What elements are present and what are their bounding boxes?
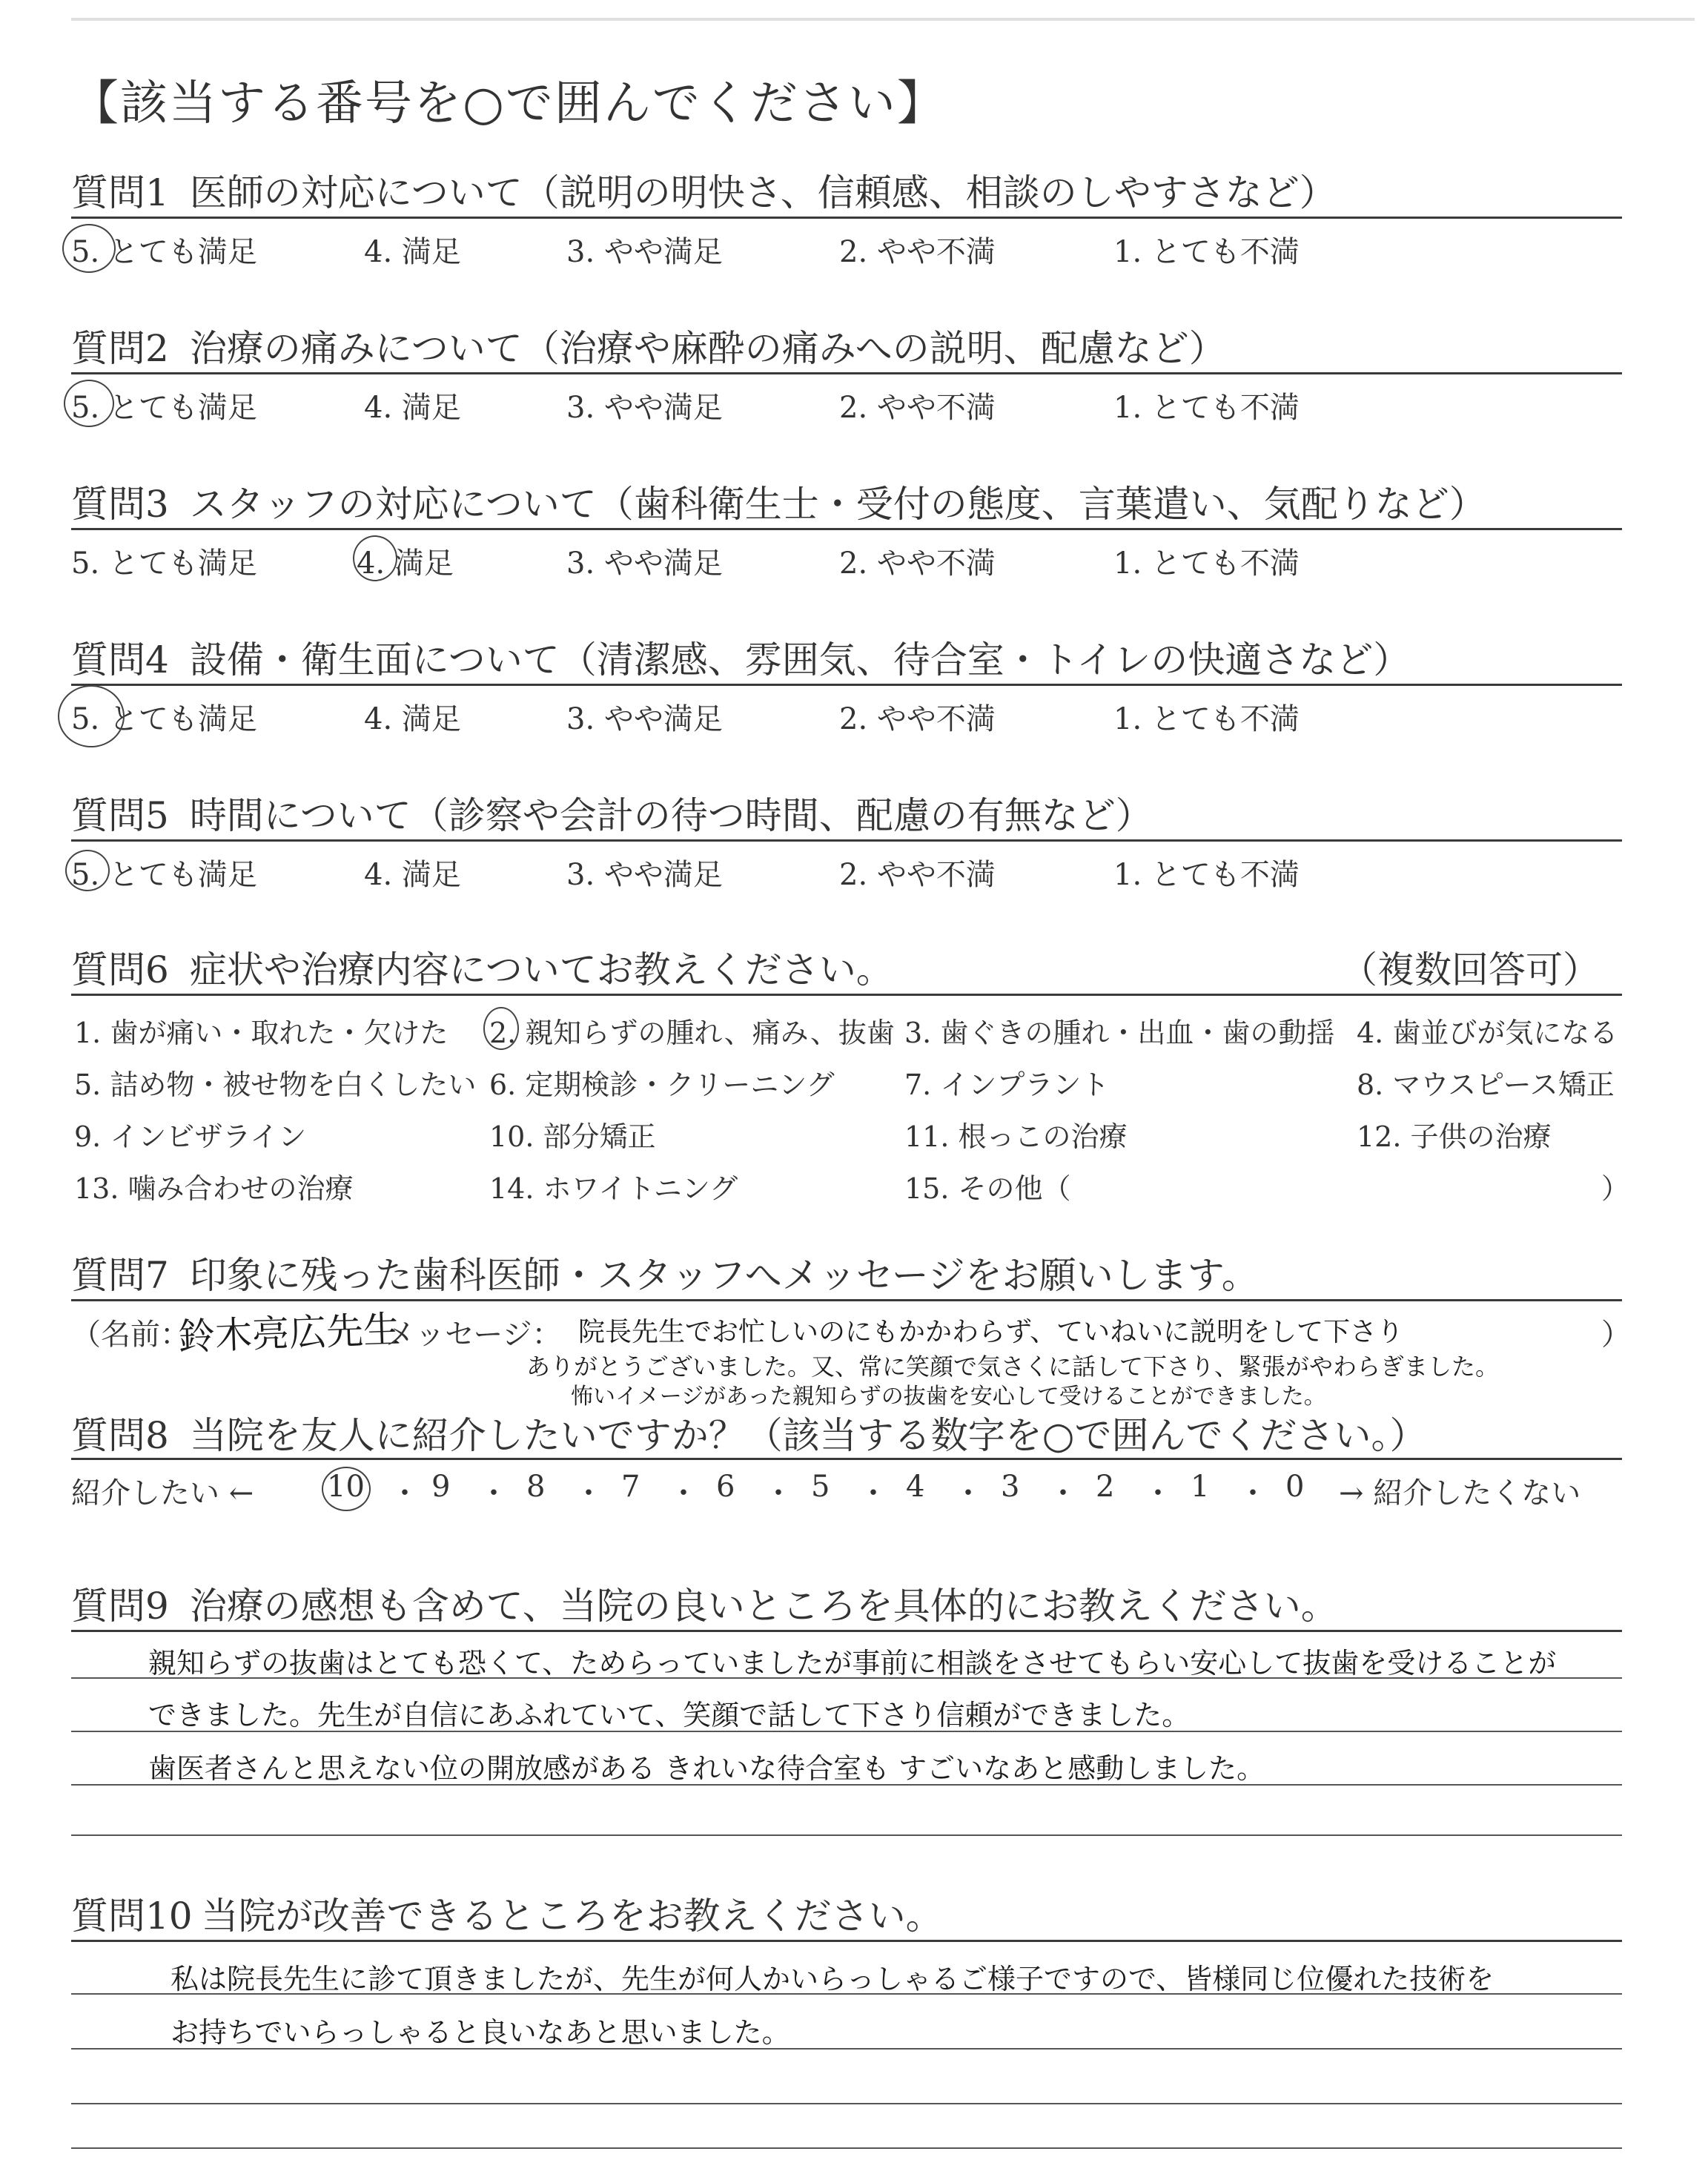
question-9-title (71, 1576, 1338, 1630)
scale-9[interactable]: 9 (431, 1470, 451, 1504)
scale-separator: ・ (1238, 1476, 1268, 1510)
question-8-rule (71, 1458, 1622, 1460)
question-number: 質問3 (71, 483, 169, 526)
scale-7[interactable]: 7 (621, 1470, 640, 1504)
selection-circle (58, 685, 125, 747)
option-4[interactable]: 4. 満足 (364, 702, 461, 736)
recommend-scale (71, 1470, 1622, 1514)
question-text: 時間について（診察や会計の待つ時間、配慮の有無など） (189, 794, 1153, 837)
message-close-paren: ） (1601, 1318, 1631, 1352)
option-1[interactable]: 1. とても不満 (1113, 235, 1300, 269)
question-6-rule (71, 994, 1622, 996)
scale-separator: ・ (953, 1476, 983, 1510)
question-text: 当院が改善できるところをお教えください。 (201, 1895, 943, 1938)
option-6-10[interactable]: 10. 部分矯正 (489, 1120, 656, 1153)
scale-1[interactable]: 1 (1191, 1470, 1210, 1504)
question-text: 当院を友人に紹介したいですか？（該当する数字を○で囲んでください。） (189, 1414, 1427, 1457)
option-1[interactable]: 1. とても不満 (1113, 391, 1300, 425)
q9-answer-line-1 (71, 1630, 1622, 1632)
q10-answer-text-1: 私は院長先生に診て頂きましたが、先生が何人かいらっしゃるご様子ですので、皆様同じ位優れた技術を (171, 1963, 1494, 1995)
q9-answer-line-5 (71, 1834, 1622, 1836)
question-number: 質問6 (71, 948, 169, 991)
question-4-options (71, 696, 1622, 737)
option-6-4[interactable]: 4. 歯並びが気になる (1357, 1017, 1618, 1049)
scale-separator: ・ (574, 1476, 603, 1510)
scale-right-label: → 紹介したくない (1339, 1476, 1581, 1510)
option-3[interactable]: 3. やや満足 (566, 546, 723, 581)
question-3-title (71, 475, 1486, 528)
option-5[interactable]: 5. とても満足 (71, 546, 257, 581)
option-6-8[interactable]: 8. マウスピース矯正 (1357, 1069, 1615, 1101)
question-3-rule (71, 528, 1622, 530)
question-text: スタッフの対応について（歯科衛生士・受付の態度、言葉遣い、気配りなど） (189, 483, 1486, 526)
option-6-6[interactable]: 6. 定期検診・クリーニング (489, 1069, 835, 1101)
question-number: 質問2 (71, 327, 169, 370)
selection-circle (353, 535, 397, 581)
question-7-rule (71, 1299, 1622, 1301)
option-6-15-close: ） (1601, 1172, 1630, 1205)
question-1-rule (71, 217, 1622, 219)
scale-separator: ・ (390, 1476, 420, 1510)
option-4[interactable]: 4. 満足 (364, 235, 461, 269)
selection-circle (65, 850, 110, 891)
question-text: 治療の感想も含めて、当院の良いところを具体的にお教えください。 (189, 1585, 1338, 1628)
q10-answer-text-2: お持ちでいらっしゃると良いなあと思いました。 (171, 2016, 790, 2049)
question-5-options (71, 851, 1622, 893)
option-2[interactable]: 2. やや不満 (839, 235, 996, 269)
option-6-11[interactable]: 11. 根っこの治療 (904, 1120, 1128, 1153)
question-text: 治療の痛みについて（治療や麻酔の痛みへの説明、配慮など） (189, 327, 1226, 370)
question-7-title (71, 1246, 1259, 1299)
option-5[interactable]: 5. とても満足 (71, 858, 257, 892)
selection-circle (322, 1467, 371, 1511)
q9-answer-text-1: 親知らずの抜歯はとても恐くて、ためらっていましたが事前に相談をさせてもらい安心して抜歯を受けることが (148, 1647, 1557, 1680)
option-1[interactable]: 1. とても不満 (1113, 702, 1300, 736)
question-text: 印象に残った歯科医師・スタッフへメッセージをお願いします。 (189, 1254, 1259, 1297)
option-6-7[interactable]: 7. インプラント (904, 1069, 1110, 1101)
name-value: 鈴木亮広先生 (177, 1307, 402, 1359)
question-5-rule (71, 839, 1622, 842)
selection-circle (62, 224, 116, 273)
selection-circle (64, 380, 114, 427)
scale-separator: ・ (858, 1476, 888, 1510)
option-6-15[interactable]: 15. その他（ (904, 1172, 1071, 1205)
scale-left-label: 紹介したい ← (71, 1476, 254, 1510)
question-1-options (71, 228, 1622, 270)
option-6-1[interactable]: 1. 歯が痛い・取れた・欠けた (74, 1017, 448, 1049)
scale-4[interactable]: 4 (906, 1470, 925, 1504)
question-number: 質問10 (71, 1895, 193, 1938)
message-line-2: ありがとうございました。又、常に笑顔で気さくに話して下さり、緊張がやわらぎました。 (526, 1353, 1500, 1381)
scale-10[interactable]: 10 (327, 1470, 365, 1504)
option-2[interactable]: 2. やや不満 (839, 546, 996, 581)
question-3-options (71, 540, 1622, 581)
option-5[interactable]: 5. とても満足 (71, 235, 257, 269)
q10-answer-line-4 (71, 2103, 1622, 2104)
option-1[interactable]: 1. とても不満 (1113, 858, 1300, 892)
question-5-title (71, 786, 1153, 839)
question-number: 質問5 (71, 794, 169, 837)
option-4[interactable]: 4. 満足 (364, 858, 461, 892)
option-5[interactable]: 5. とても満足 (71, 702, 257, 736)
name-label: （名前： (71, 1318, 190, 1352)
option-4[interactable]: 4. 満足 (357, 546, 454, 581)
scale-separator: ・ (669, 1476, 698, 1510)
form-header: 【該当する番号を○で囲んでください】 (71, 76, 946, 131)
option-3[interactable]: 3. やや満足 (566, 391, 723, 425)
option-6-13[interactable]: 13. 噛み合わせの治療 (74, 1172, 354, 1205)
option-4[interactable]: 4. 満足 (364, 391, 461, 425)
message-label: メッセージ： (385, 1318, 562, 1352)
option-5[interactable]: 5. とても満足 (71, 391, 257, 425)
scale-separator: ・ (479, 1476, 509, 1510)
message-line-3: 怖いイメージがあった親知らずの抜歯を安心して受けることができました。 (571, 1384, 1326, 1410)
option-3[interactable]: 3. やや満足 (566, 235, 723, 269)
question-2-rule (71, 372, 1622, 374)
scale-separator: ・ (1143, 1476, 1173, 1510)
option-2[interactable]: 2. やや不満 (839, 391, 996, 425)
question-text: 医師の対応について（説明の明快さ、信頼感、相談のしやすさなど） (189, 171, 1337, 214)
option-3[interactable]: 3. やや満足 (566, 858, 723, 892)
question-8-title (71, 1406, 1426, 1459)
option-3[interactable]: 3. やや満足 (566, 702, 723, 736)
question-number: 質問8 (71, 1414, 169, 1457)
q10-answer-line-5 (71, 2147, 1622, 2149)
message-line-1: 院長先生でお忙しいのにもかかわらず、ていねいに説明をして下さり (578, 1317, 1404, 1347)
question-number: 質問4 (71, 638, 169, 681)
scale-6[interactable]: 6 (716, 1470, 735, 1504)
top-border (71, 18, 1695, 21)
question-text: 症状や治療内容についてお教えください。 (189, 948, 893, 991)
selection-circle (483, 1007, 519, 1050)
question-number: 質問1 (71, 171, 169, 214)
option-6-9[interactable]: 9. インビザライン (74, 1120, 307, 1153)
question-2-options (71, 384, 1622, 426)
question-text: 設備・衛生面について（清潔感、雰囲気、待合室・トイレの快適さなど） (189, 638, 1411, 681)
question-2-title (71, 319, 1226, 372)
q10-answer-line-1 (71, 1940, 1622, 1942)
question-4-rule (71, 684, 1622, 686)
scale-2[interactable]: 2 (1096, 1470, 1115, 1504)
question-10-title (71, 1886, 943, 1940)
question-1-title (71, 163, 1337, 217)
option-1[interactable]: 1. とても不満 (1113, 546, 1300, 581)
option-6-12[interactable]: 12. 子供の治療 (1357, 1120, 1552, 1153)
q9-answer-text-2: できました。先生が自信にあふれていて、笑顔で話して下さり信頼ができました。 (148, 1699, 1191, 1731)
multiple-answer-note: （複数回答可） (1340, 948, 1600, 991)
option-2[interactable]: 2. やや不満 (839, 858, 996, 892)
option-2[interactable]: 2. やや不満 (839, 702, 996, 736)
question-6-title (71, 940, 893, 994)
question-number: 質問7 (71, 1254, 169, 1297)
question-number: 質問9 (71, 1585, 169, 1628)
option-6-14[interactable]: 14. ホワイトニング (489, 1172, 738, 1205)
scale-3[interactable]: 3 (1001, 1470, 1020, 1504)
scale-separator: ・ (1048, 1476, 1078, 1510)
option-6-2[interactable]: 2. 親知らずの腫れ、痛み、抜歯 (489, 1017, 895, 1049)
scale-8[interactable]: 8 (526, 1470, 546, 1504)
question-4-title (71, 630, 1410, 684)
question-6-options (74, 1010, 1630, 1210)
scale-5[interactable]: 5 (811, 1470, 830, 1504)
scale-0[interactable]: 0 (1285, 1470, 1305, 1504)
q9-answer-text-3: 歯医者さんと思えない位の開放感がある きれいな待合室も すごいなあと感動しました。 (148, 1752, 1265, 1785)
option-6-5[interactable]: 5. 詰め物・被せ物を白くしたい (74, 1069, 477, 1101)
option-6-3[interactable]: 3. 歯ぐきの腫れ・出血・歯の動揺 (904, 1017, 1335, 1049)
scale-separator: ・ (764, 1476, 793, 1510)
